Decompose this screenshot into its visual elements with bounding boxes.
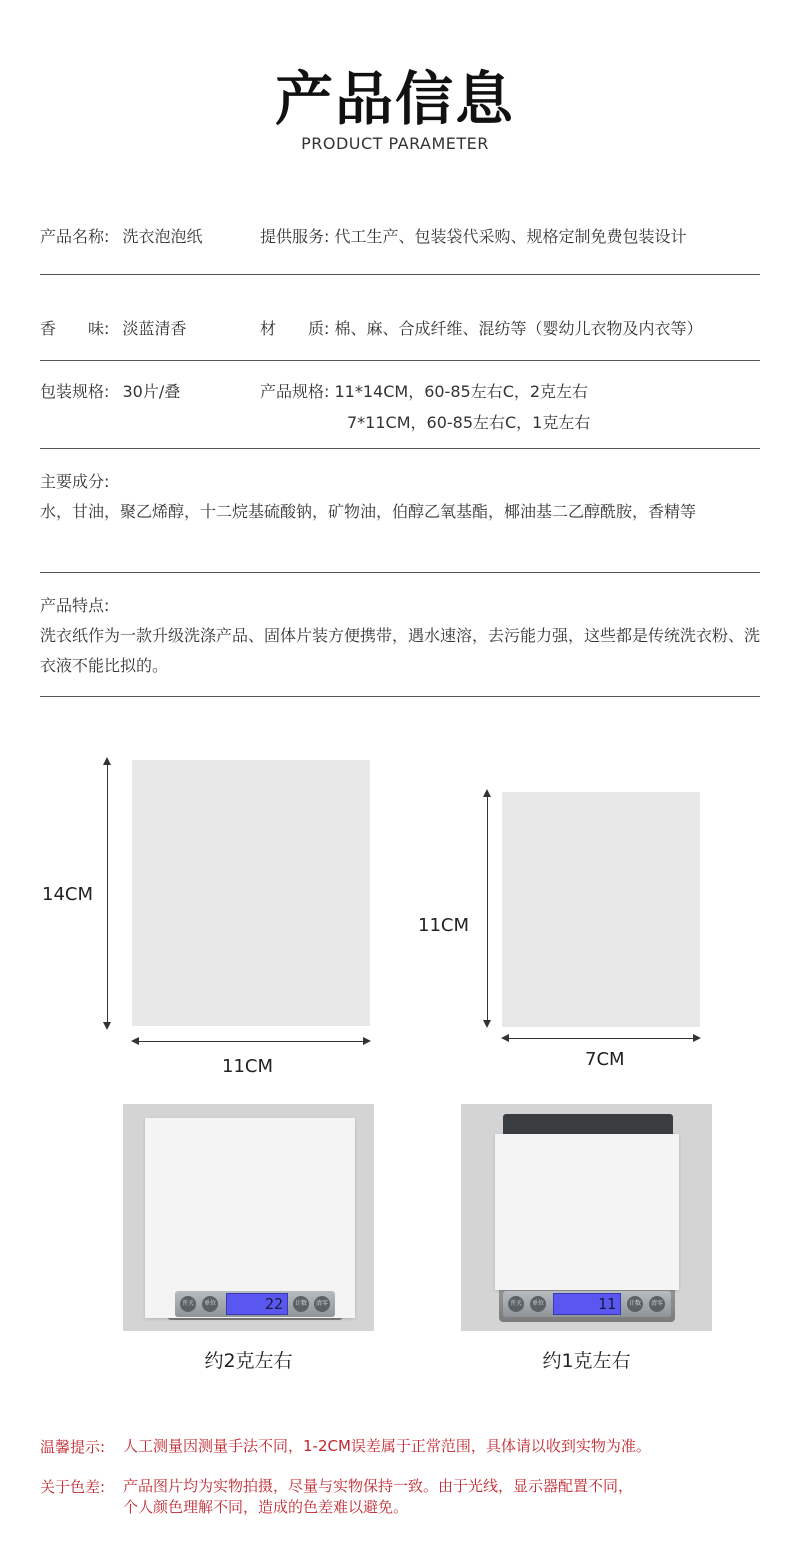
param-material-label: 材 质: xyxy=(260,319,330,338)
small-height-label: 11CM xyxy=(418,915,470,936)
large-height-label: 14CM xyxy=(42,884,94,905)
scale-display: 22 xyxy=(226,1293,288,1315)
arrow-down-icon xyxy=(483,1020,491,1028)
param-service-label: 提供服务: xyxy=(260,227,330,246)
divider-4 xyxy=(40,572,760,573)
param-pack xyxy=(40,379,180,402)
param-spec xyxy=(260,379,588,402)
scale-button-count: 计数 xyxy=(627,1296,643,1312)
param-scent-label: 香 味: xyxy=(40,319,110,338)
small-sheet xyxy=(502,792,700,1027)
arrow-down-icon xyxy=(103,1022,111,1030)
color-text-2: 个人颜色理解不同，造成的色差难以避免。 xyxy=(123,1498,409,1516)
small-width-line xyxy=(505,1038,697,1039)
tip-text: 人工测量因测量手法不同，1-2CM误差属于正常范围，具体请以收到实物为准。 xyxy=(123,1437,651,1455)
param-name-value: 洗衣泡泡纸 xyxy=(122,227,203,246)
page-title: 产品信息 xyxy=(274,65,515,133)
arrow-right-icon xyxy=(693,1034,701,1042)
scale-display: 11 xyxy=(553,1293,621,1315)
photo-large-on-scale xyxy=(123,1104,374,1331)
divider-5 xyxy=(40,696,760,697)
arrow-right-icon xyxy=(363,1037,371,1045)
param-name xyxy=(40,224,203,247)
photo-small-on-scale xyxy=(461,1104,712,1331)
scale-button-count: 计数 xyxy=(293,1296,309,1312)
scale-button-power: 开关 xyxy=(180,1296,196,1312)
tip-label: 温馨提示: xyxy=(40,1438,106,1456)
scale-button-power: 开关 xyxy=(508,1296,524,1312)
param-scent xyxy=(40,316,187,339)
divider-2 xyxy=(40,360,760,361)
param-name-label: 产品名称: xyxy=(40,227,110,246)
features-text: 洗衣纸作为一款升级洗涤产品、固体片装方便携带，遇水速溶，去污能力强，这些都是传统洗衣粉、洗衣液不能比拟的。 xyxy=(40,626,761,675)
left-caption: 约2克左右 xyxy=(204,1350,293,1372)
small-width-label: 7CM xyxy=(585,1049,625,1070)
param-spec-value-2: 7*11CM，60-85左右C，1克左右 xyxy=(347,413,591,432)
large-width-line xyxy=(135,1041,367,1042)
ingredients-label: 主要成分: xyxy=(40,472,110,491)
scale-button-unit: 单位 xyxy=(530,1296,546,1312)
features-label: 产品特点: xyxy=(40,596,110,615)
divider-1 xyxy=(40,274,760,275)
param-material xyxy=(260,316,703,339)
param-service xyxy=(260,224,687,247)
paper-sheet xyxy=(145,1118,355,1318)
large-height-line xyxy=(107,762,108,1024)
param-scent-value: 淡蓝清香 xyxy=(122,319,187,338)
param-service-value: 代工生产、包装袋代采购、规格定制免费包装设计 xyxy=(334,227,687,246)
param-material-value: 棉、麻、合成纤维、混纺等（婴幼儿衣物及内衣等） xyxy=(334,319,703,338)
small-height-line xyxy=(487,794,488,1023)
large-sheet xyxy=(132,760,370,1026)
ingredients-text: 水，甘油，聚乙烯醇，十二烷基硫酸钠，矿物油，伯醇乙氧基酯，椰油基二乙醇酰胺，香精等 xyxy=(40,502,697,521)
right-caption: 约1克左右 xyxy=(542,1350,631,1372)
arrow-up-icon xyxy=(103,757,111,765)
paper-sheet xyxy=(495,1134,679,1290)
scale-button-tare: 清零 xyxy=(649,1296,665,1312)
param-spec-value-1: 11*14CM，60-85左右C，2克左右 xyxy=(334,382,589,401)
arrow-left-icon xyxy=(501,1034,509,1042)
color-label: 关于色差: xyxy=(40,1478,106,1496)
param-pack-label: 包装规格: xyxy=(40,382,110,401)
color-text-1: 产品图片均为实物拍摄，尽量与实物保持一致。由于光线，显示器配置不同， xyxy=(123,1477,634,1495)
page-subtitle: PRODUCT PARAMETER xyxy=(301,134,489,153)
param-pack-value: 30片/叠 xyxy=(122,382,181,401)
arrow-up-icon xyxy=(483,789,491,797)
scale-button-unit: 单位 xyxy=(202,1296,218,1312)
param-spec-label: 产品规格: xyxy=(260,382,330,401)
divider-3 xyxy=(40,448,760,449)
large-width-label: 11CM xyxy=(222,1056,274,1077)
scale-button-tare: 清零 xyxy=(314,1296,330,1312)
arrow-left-icon xyxy=(131,1037,139,1045)
